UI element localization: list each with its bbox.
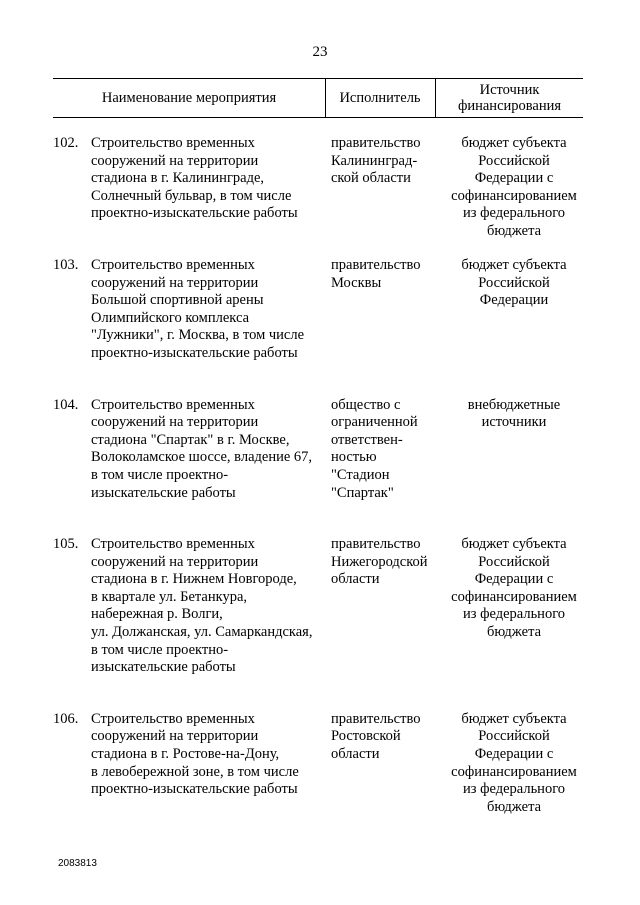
row-name-line: проектно-изыскательские работы [91, 205, 298, 222]
row-name-line: стадиона в г. Нижнем Новгороде, [91, 571, 297, 588]
row-funding [445, 536, 583, 642]
row-name-line: Строительство временных [91, 710, 255, 727]
row-executor-line: области [331, 746, 380, 763]
row-name-line: ул. Должанская, ул. Самаркандская, [91, 624, 313, 641]
header-funding-line: Источник [479, 82, 540, 98]
row-funding-line: бюджет субъекта [461, 135, 567, 151]
row-name-line: Солнечный бульвар, в том числе [91, 187, 292, 204]
header-name: Наименование мероприятия [53, 79, 326, 117]
row-funding-line: Российской [478, 152, 550, 169]
row-funding-line: бюджета [486, 798, 542, 815]
row-executor [331, 257, 443, 292]
row-executor-line: Нижегородской [331, 553, 428, 570]
row-name-line: набережная р. Волги, [91, 606, 223, 623]
row-funding-line: внебюджетные [467, 396, 561, 413]
row-funding-line: софинансированием [451, 763, 577, 780]
row-funding [445, 257, 583, 310]
row-executor [331, 536, 443, 589]
row-executor-line: правительство [331, 256, 421, 273]
row-name-line: в левобережной зоне, в том числе [91, 763, 299, 780]
row-name-line: сооружений на территории [91, 553, 259, 570]
row-name-line: сооружений на территории [91, 414, 259, 431]
row-number: 103. [53, 256, 79, 273]
row-name-line: в том числе проектно- [91, 641, 229, 658]
table-row [53, 257, 583, 363]
row-executor [331, 711, 443, 764]
row-name-line: изыскательские работы [91, 484, 236, 501]
row-funding-line: бюджет субъекта [461, 710, 567, 727]
row-funding-line: Федерации с [474, 746, 554, 763]
table-row [53, 397, 583, 503]
table-body [53, 135, 583, 833]
row-executor-line: Калининград- [331, 152, 418, 169]
row-executor-line: общество с [331, 396, 401, 413]
row-name-line: проектно-изыскательские работы [91, 781, 298, 798]
row-name-line: стадиона в г. Ростове-на-Дону, [91, 746, 280, 763]
row-name [91, 135, 327, 223]
row-executor-line: области [331, 571, 380, 588]
row-executor-line: ской области [331, 170, 411, 187]
header-executor: Исполнитель [325, 79, 436, 117]
row-name-line: Строительство временных [91, 536, 255, 553]
row-executor-line: ответствен- [331, 431, 403, 448]
header-funding [436, 79, 583, 117]
table-row [53, 710, 583, 815]
page-number: 23 [312, 44, 328, 60]
row-funding-line: из федерального [462, 781, 566, 798]
header-funding-line: финансирования [457, 98, 562, 114]
row-funding-line: Российской [478, 274, 550, 291]
row-funding-line: Федерации с [474, 571, 554, 588]
row-name-line: "Лужники", г. Москва, в том числе [91, 327, 305, 344]
row-number: 104. [53, 396, 79, 413]
row-name [91, 536, 327, 677]
row-funding [445, 397, 583, 432]
row-executor-line: правительство [331, 710, 421, 727]
row-name-line: сооружений на территории [91, 274, 259, 291]
row-funding-line: софинансированием [451, 588, 577, 605]
row-name-line: стадиона "Спартак" в г. Москве, [91, 431, 290, 448]
table-header [53, 78, 583, 118]
row-number: 106. [53, 710, 79, 727]
row-name-line: стадиона в г. Калининграде, [91, 170, 265, 187]
row-funding-line: бюджет субъекта [461, 256, 567, 273]
row-funding-line: Федерации [479, 292, 549, 309]
row-funding-line: бюджет субъекта [461, 536, 567, 553]
row-funding-line: Федерации с [474, 170, 554, 187]
row-name-line: сооружений на территории [91, 728, 259, 745]
row-executor-line: правительство [331, 135, 421, 151]
row-executor-line: Ростовской [331, 728, 401, 745]
table-row [53, 536, 583, 677]
row-name-line: Строительство временных [91, 396, 255, 413]
row-name-line: Строительство временных [91, 256, 255, 273]
row-executor-line: "Спартак" [331, 484, 394, 501]
table-row [53, 135, 583, 239]
row-executor-line: "Стадион [331, 466, 390, 483]
row-executor-line: правительство [331, 536, 421, 553]
row-funding-line: Российской [478, 553, 550, 570]
row-name [91, 711, 327, 799]
row-executor-line: ограниченной [331, 414, 418, 431]
row-name-line: Большой спортивной арены [91, 292, 264, 309]
document-code: 2083813 [58, 858, 97, 869]
row-executor-line: ностью [331, 449, 377, 466]
row-name-line: изыскательские работы [91, 659, 236, 676]
row-name-line: Строительство временных [91, 135, 255, 151]
row-executor-line: Москвы [331, 274, 382, 291]
row-funding-line: источники [481, 414, 547, 431]
row-name [91, 257, 327, 363]
row-name-line: в том числе проектно- [91, 466, 229, 483]
row-name-line: проектно-изыскательские работы [91, 344, 298, 361]
row-name-line: Олимпийского комплекса [91, 309, 249, 326]
row-funding-line: софинансированием [451, 187, 577, 204]
row-number: 105. [53, 536, 79, 553]
row-funding [445, 711, 583, 817]
row-funding-line: бюджета [486, 624, 542, 641]
row-name [91, 397, 327, 503]
row-number: 102. [53, 135, 79, 151]
row-funding-line: из федерального [462, 606, 566, 623]
row-funding-line: Российской [478, 728, 550, 745]
row-name-line: в квартале ул. Бетанкура, [91, 588, 248, 605]
row-name-line: сооружений на территории [91, 152, 259, 169]
row-funding-line: из федерального [462, 205, 566, 222]
row-funding-line: бюджета [486, 222, 542, 239]
row-name-line: Волоколамское шоссе, владение 67, [91, 449, 313, 466]
row-funding [445, 135, 583, 241]
row-executor [331, 397, 443, 503]
row-executor [331, 135, 443, 188]
